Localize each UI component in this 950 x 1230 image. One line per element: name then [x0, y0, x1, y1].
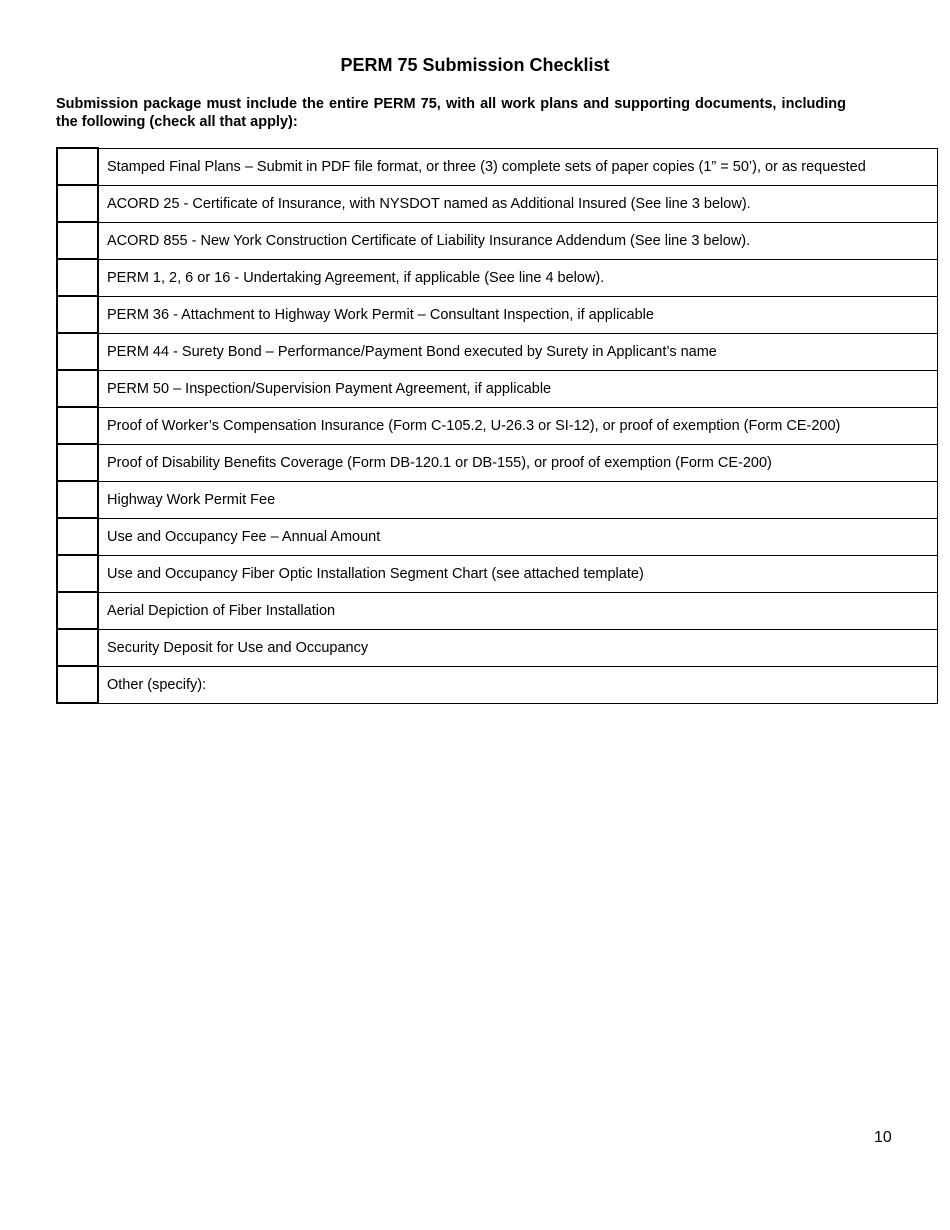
checklist-item-label: PERM 50 – Inspection/Supervision Payment Agreement, if applicable	[98, 370, 938, 407]
checklist-checkbox[interactable]	[57, 666, 98, 703]
checklist-row	[57, 555, 938, 592]
checklist-row	[57, 185, 938, 222]
checklist-checkbox[interactable]	[57, 555, 98, 592]
checklist-checkbox[interactable]	[57, 333, 98, 370]
checklist-item-label: ACORD 855 - New York Construction Certificate of Liability Insurance Addendum (See line 3 below).	[98, 222, 938, 259]
checklist-checkbox[interactable]	[57, 481, 98, 518]
checklist-item-label: Proof of Disability Benefits Coverage (Form DB-120.1 or DB-155), or proof of exemption (Form CE-200)	[98, 444, 938, 481]
checklist-row	[57, 222, 938, 259]
checklist-item-label: PERM 44 - Surety Bond – Performance/Payment Bond executed by Surety in Applicant’s name	[98, 333, 938, 370]
checklist-item-label: Highway Work Permit Fee	[98, 481, 938, 518]
checklist-row	[57, 148, 938, 185]
checklist-item-label: Stamped Final Plans – Submit in PDF file format, or three (3) complete sets of paper copies (1” = 50’), or as requested	[98, 148, 938, 185]
checklist-checkbox[interactable]	[57, 629, 98, 666]
checklist-checkbox[interactable]	[57, 296, 98, 333]
checklist-item-label: Aerial Depiction of Fiber Installation	[98, 592, 938, 629]
checklist-row	[57, 629, 938, 666]
checklist-item-label: PERM 36 - Attachment to Highway Work Permit – Consultant Inspection, if applicable	[98, 296, 938, 333]
checklist-row	[57, 518, 938, 555]
checklist-row	[57, 296, 938, 333]
checklist-checkbox[interactable]	[57, 370, 98, 407]
checklist-item-label: PERM 1, 2, 6 or 16 - Undertaking Agreement, if applicable (See line 4 below).	[98, 259, 938, 296]
checklist-checkbox[interactable]	[57, 259, 98, 296]
checklist-row	[57, 444, 938, 481]
submission-checklist-table	[56, 147, 938, 704]
checklist-row	[57, 666, 938, 703]
checklist-item-label: Security Deposit for Use and Occupancy	[98, 629, 938, 666]
checklist-checkbox[interactable]	[57, 148, 98, 185]
checklist-checkbox[interactable]	[57, 407, 98, 444]
page-title: PERM 75 Submission Checklist	[340, 55, 610, 75]
checklist-checkbox[interactable]	[57, 444, 98, 481]
checklist-item-label: Use and Occupancy Fiber Optic Installation Segment Chart (see attached template)	[98, 555, 938, 592]
checklist-checkbox[interactable]	[57, 518, 98, 555]
checklist-row	[57, 407, 938, 444]
checklist-checkbox[interactable]	[57, 185, 98, 222]
checklist-row	[57, 592, 938, 629]
checklist-item-label: Proof of Worker’s Compensation Insurance (Form C-105.2, U-26.3 or SI-12), or proof of exemption (Form CE-200)	[98, 407, 938, 444]
checklist-row	[57, 481, 938, 518]
page-number: 10	[874, 1129, 892, 1146]
checklist-item-label: Other (specify):	[98, 666, 938, 703]
instructions-text: Submission package must include the entire PERM 75, with all work plans and supporting documents, including the following (check all that apply):	[56, 96, 846, 130]
checklist-row	[57, 370, 938, 407]
checklist-item-label: Use and Occupancy Fee – Annual Amount	[98, 518, 938, 555]
checklist-item-label: ACORD 25 - Certificate of Insurance, with NYSDOT named as Additional Insured (See line 3 below).	[98, 185, 938, 222]
checklist-checkbox[interactable]	[57, 592, 98, 629]
checklist-checkbox[interactable]	[57, 222, 98, 259]
checklist-row	[57, 333, 938, 370]
checklist-row	[57, 259, 938, 296]
